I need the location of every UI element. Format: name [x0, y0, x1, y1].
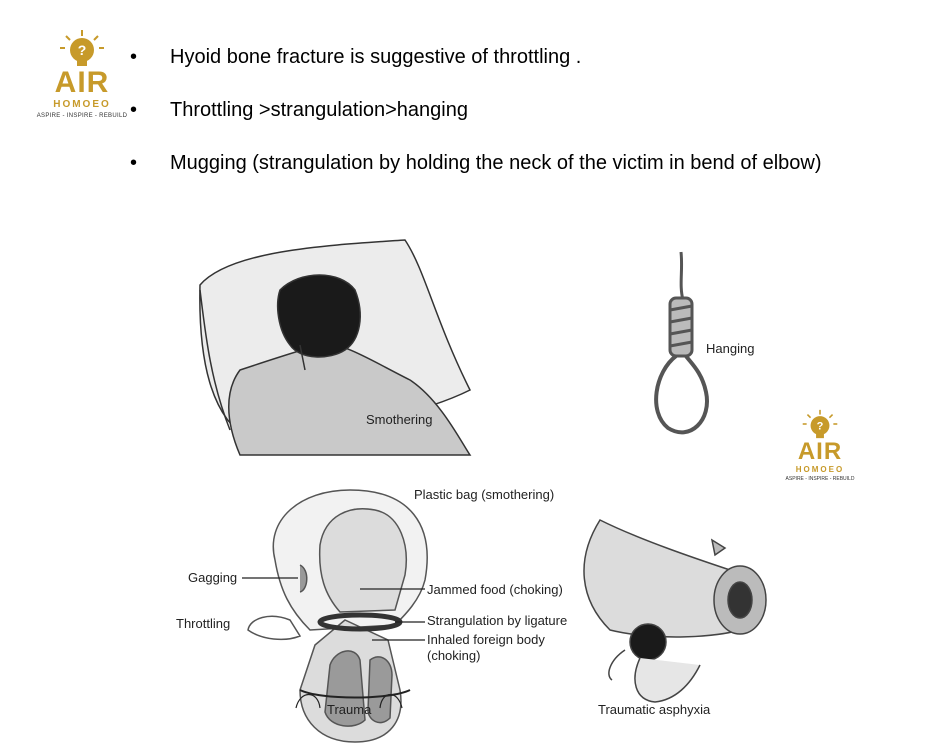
label-plastic-bag: Plastic bag (smothering): [414, 487, 555, 502]
logo-wordmark: AIR: [54, 66, 110, 99]
logo-subtitle: HOMOEO: [53, 99, 111, 110]
bulb-icon: [798, 408, 842, 440]
logo-tagline: ASPIRE - INSPIRE - REBUILD: [36, 113, 128, 119]
label-choking: (choking): [427, 648, 481, 663]
label-hanging: Hanging: [706, 341, 755, 356]
label-throttling: Throttling: [176, 616, 231, 631]
bullet-item: • Mugging (strangulation by holding the neck of the victim in bend of elbow): [130, 150, 822, 203]
label-smothering: Smothering: [366, 412, 433, 427]
label-traumatic-asphyxia: Traumatic asphyxia: [598, 702, 711, 717]
traumatic-asphyxia-illustration: [584, 520, 766, 702]
bullet-item: • Hyoid bone fracture is suggestive of throttling .: [130, 44, 822, 97]
air-homoeo-logo-small: [776, 408, 864, 482]
logo-subtitle: HOMOEO: [795, 465, 845, 474]
logo-tagline: ASPIRE - INSPIRE - REBUILD: [785, 476, 855, 482]
label-trauma: Trauma: [327, 702, 372, 717]
svg-text:?: ?: [77, 42, 87, 58]
noose-illustration: [656, 252, 707, 432]
label-strangulation: Strangulation by ligature: [427, 613, 568, 628]
logo-wordmark: AIR: [797, 438, 843, 465]
label-inhaled-foreign-body: Inhaled foreign body: [427, 632, 545, 647]
bullet-item: • Throttling >strangulation>hanging: [130, 97, 822, 150]
label-jammed-food: Jammed food (choking): [427, 582, 563, 597]
label-gagging: Gagging: [188, 570, 238, 585]
svg-text:?: ?: [816, 420, 824, 433]
